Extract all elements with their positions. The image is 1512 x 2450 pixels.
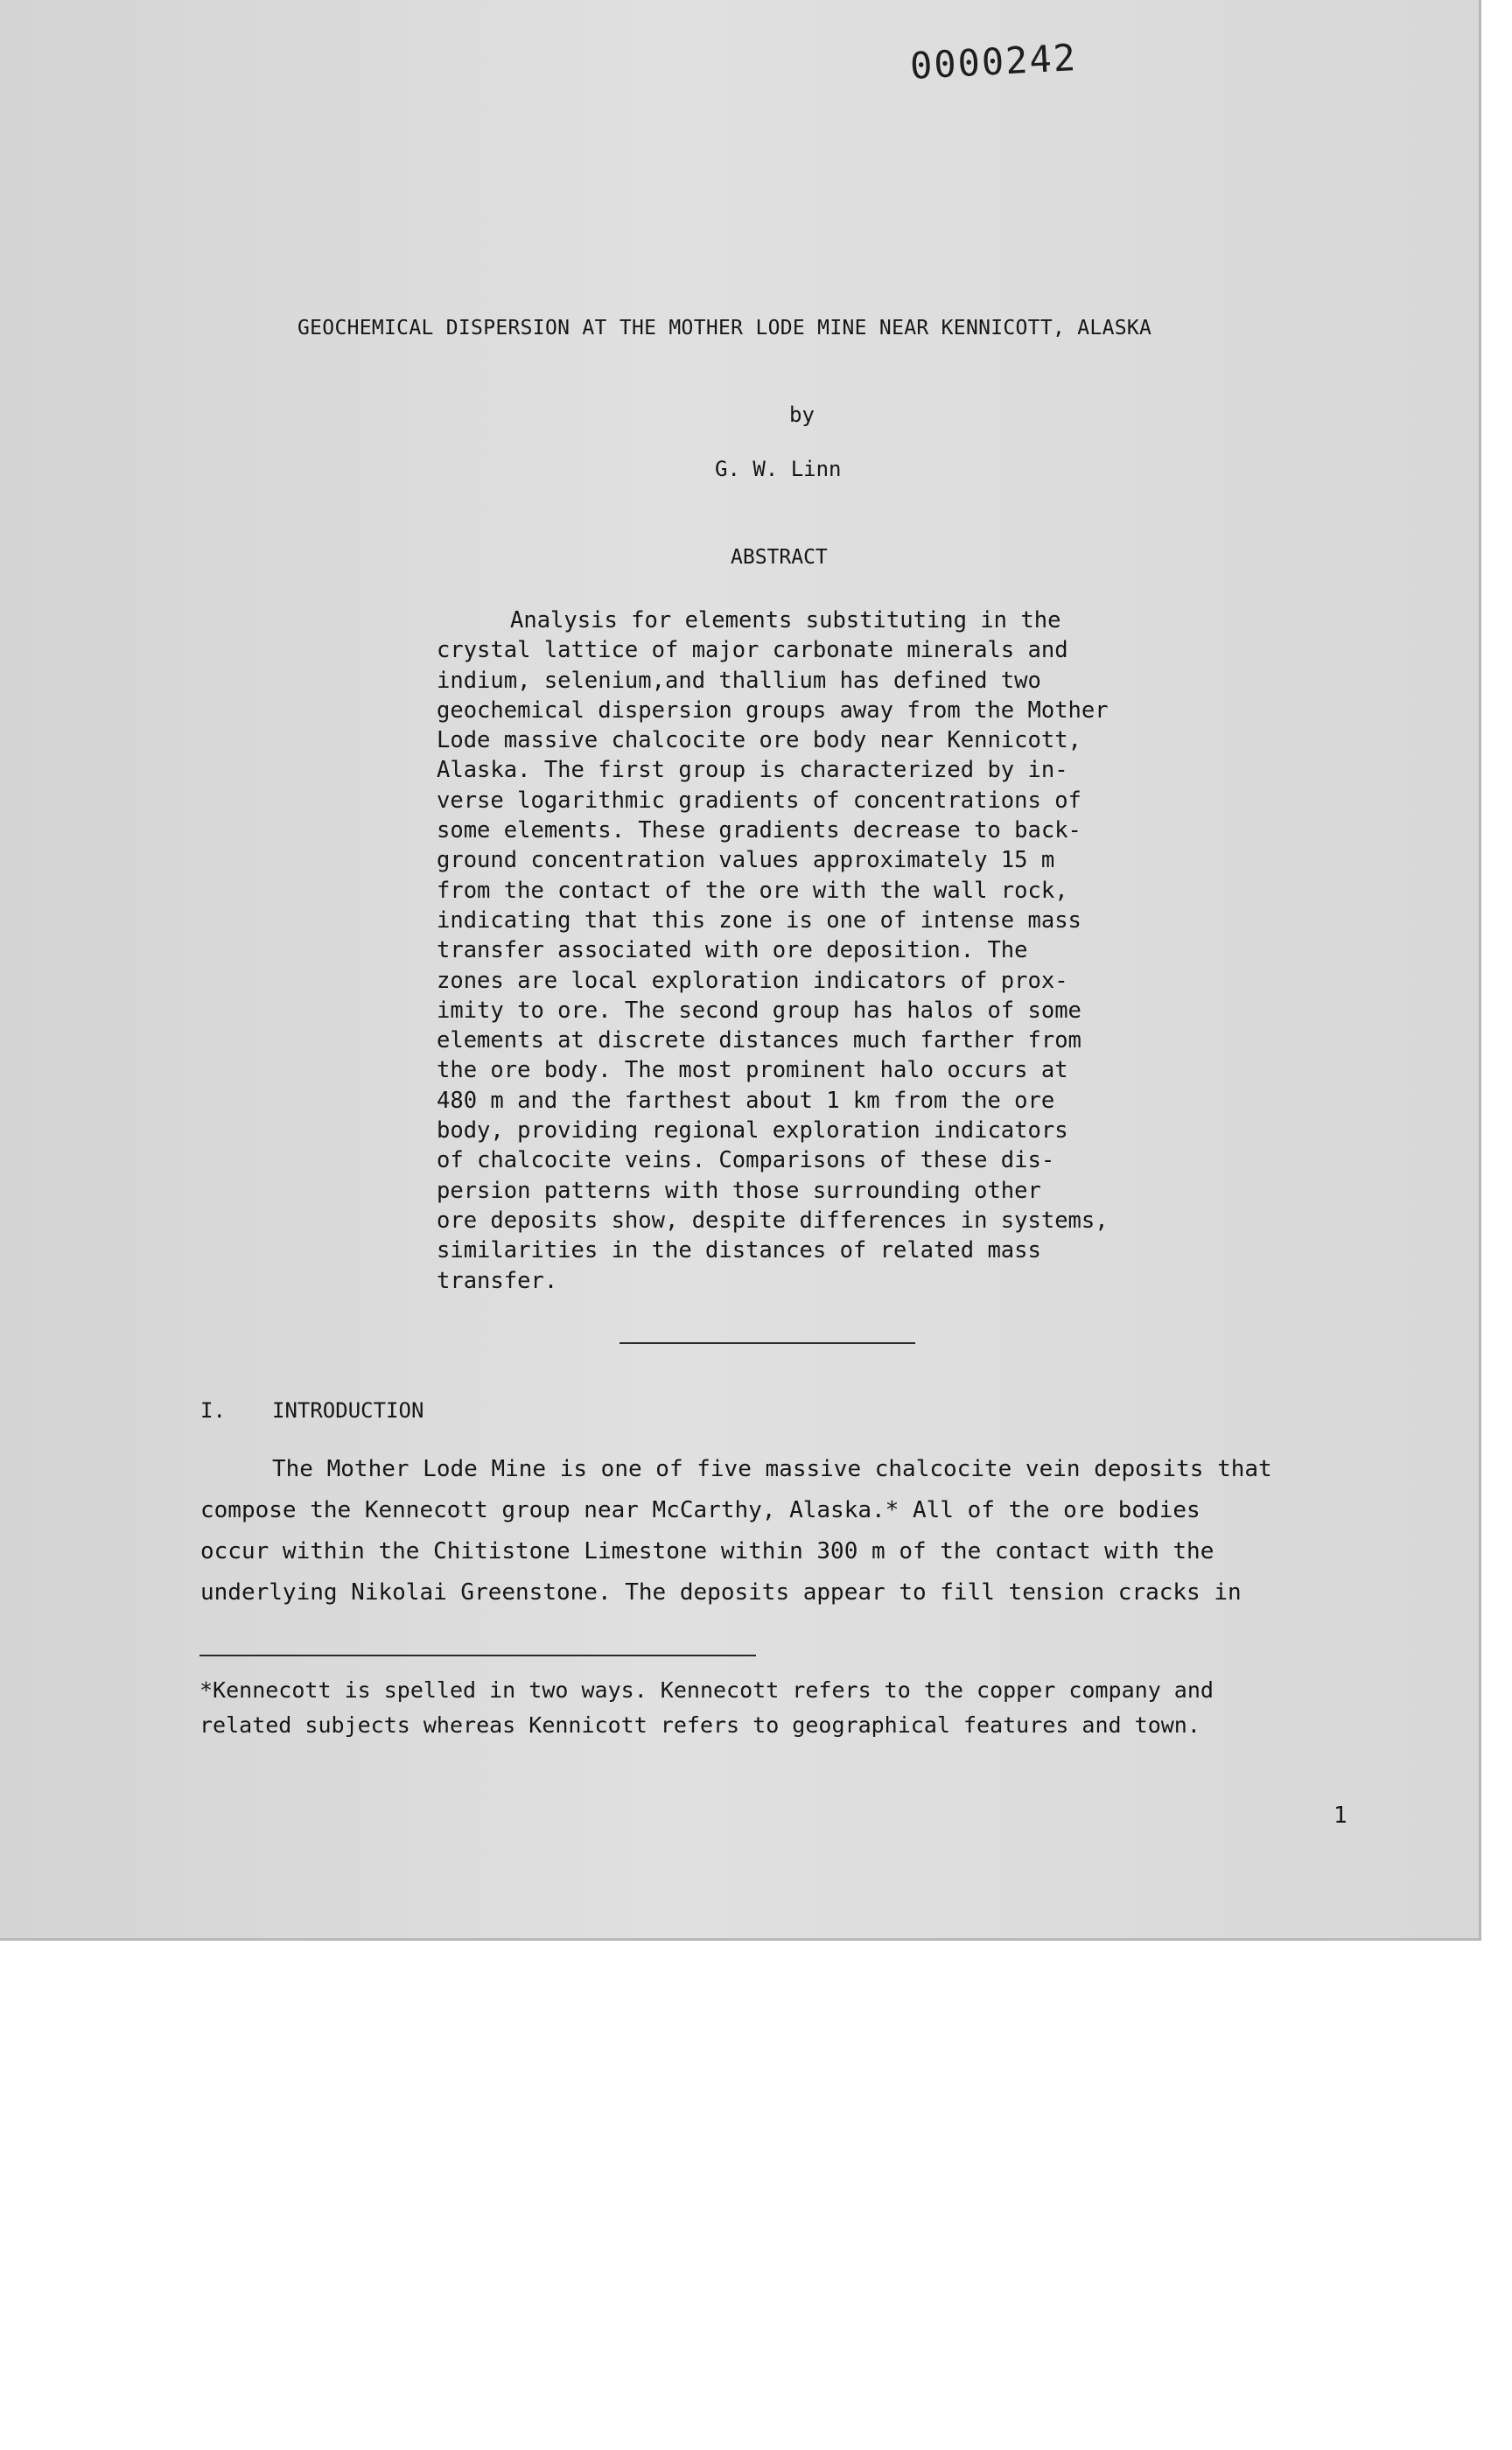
abstract-line: from the contact of the ore with the wall rock, (437, 877, 1068, 904)
document-title: GEOCHEMICAL DISPERSION AT THE MOTHER LODE MINE NEAR KENNICOTT, ALASKA (298, 317, 1152, 340)
abstract-line: elements at discrete distances much farther from (437, 1027, 1082, 1054)
abstract-line: ore deposits show, despite differences in systems, (437, 1207, 1109, 1234)
byline: by (789, 402, 815, 427)
abstract-line: crystal lattice of major carbonate minerals and (437, 637, 1068, 664)
abstract-line: transfer associated with ore deposition. The (437, 937, 1028, 964)
abstract-line: transfer. (437, 1267, 558, 1294)
body-line: compose the Kennecott group near McCarthy, Alaska.* All of the ore bodies (200, 1497, 1200, 1523)
footnote-line: *Kennecott is spelled in two ways. Kennecott refers to the copper company and (200, 1677, 1214, 1703)
section-number: I. (200, 1398, 226, 1423)
footnote (200, 1673, 1372, 1743)
abstract-line: similarities in the distances of related mass (437, 1237, 1041, 1264)
abstract-line: 480 m and the farthest about 1 km from the ore (437, 1087, 1055, 1114)
abstract-line: of chalcocite veins. Comparisons of these dis- (437, 1147, 1055, 1174)
abstract-line: Alaska. The first group is characterized by in- (437, 757, 1068, 784)
abstract-line: the ore body. The most prominent halo occurs at (437, 1057, 1068, 1084)
author-name: G. W. Linn (715, 457, 842, 481)
section-title: INTRODUCTION (272, 1398, 424, 1423)
abstract-line: body, providing regional exploration indicators (437, 1117, 1068, 1144)
footnote-line: related subjects whereas Kennicott refers to geographical features and town. (200, 1712, 1200, 1738)
abstract-line: some elements. These gradients decrease to back- (437, 817, 1082, 844)
footnote-divider (200, 1655, 756, 1656)
abstract-line: geochemical dispersion groups away from the Mother (437, 696, 1109, 724)
abstract-line: ground concentration values approximately 15 m (437, 847, 1055, 874)
abstract-line: Analysis for elements substituting in the (510, 607, 1061, 634)
abstract-line: indicating that this zone is one of intense mass (437, 906, 1082, 934)
body-line: The Mother Lode Mine is one of five massive chalcocite vein deposits that (272, 1456, 1272, 1482)
abstract-line: verse logarithmic gradients of concentrations of (437, 787, 1082, 814)
page-number: 1 (1334, 1802, 1348, 1829)
abstract-line: persion patterns with those surrounding other (437, 1177, 1041, 1204)
body-line: occur within the Chitistone Limestone within 300 m of the contact with the (200, 1538, 1214, 1564)
abstract-text (437, 606, 1189, 1296)
introduction-text (200, 1449, 1373, 1614)
document-control-number: 0000242 (908, 36, 1079, 88)
abstract-line: imity to ore. The second group has halos of some (437, 997, 1082, 1024)
section-heading (200, 1398, 424, 1423)
abstract-heading: ABSTRACT (731, 546, 828, 569)
abstract-line: Lode massive chalcocite ore body near Kennicott, (437, 727, 1082, 754)
abstract-line: indium, selenium,and thallium has defined two (437, 667, 1041, 694)
body-line: underlying Nikolai Greenstone. The deposits appear to fill tension cracks in (200, 1579, 1242, 1606)
abstract-divider (620, 1342, 915, 1344)
abstract-line: zones are local exploration indicators of prox- (437, 967, 1068, 994)
